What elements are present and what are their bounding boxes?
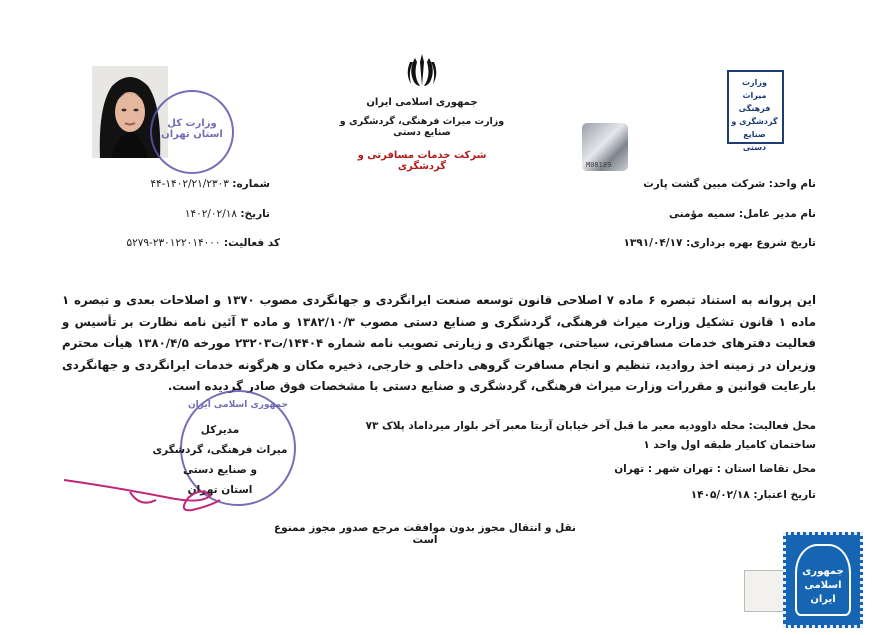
revenue-stamp bbox=[783, 532, 863, 628]
header-republic: جمهوری اسلامی ایران bbox=[366, 97, 478, 108]
header-ministry: وزارت میراث فرهنگی، گردشگری و صنایع دستی bbox=[339, 116, 505, 138]
ministry-logo bbox=[727, 70, 784, 152]
signature-stamp-text: جمهوری اسلامی ایران bbox=[187, 400, 289, 410]
ministry-logo-text: وزارت میراث فرهنگی گردشگری و صنایع دستی bbox=[731, 78, 778, 152]
manager-name: نام مدیر عامل: سمیه مؤمنی bbox=[669, 208, 816, 220]
number-label: شماره: bbox=[232, 178, 270, 190]
revenue-stamp-text: جمهوری اسلامی ایران bbox=[802, 566, 844, 605]
signature-line2: میراث فرهنگی، گردشگری و صنایع دستی bbox=[152, 444, 288, 476]
validity-date: تاریخ اعتبار: ۱۴۰۵/۰۲/۱۸ bbox=[690, 489, 816, 501]
number-row bbox=[130, 178, 270, 190]
unit-name: نام واحد: شرکت مبین گشت پارت bbox=[643, 178, 816, 190]
activity-address: محل فعالیت: محله داوودیه معبر ما قبل آخر خیابان آزیتا معبر آخر بلوار میرداماد پلاک ۷۳ ساختمان کامیار طبقه اول واحد ۱ bbox=[365, 420, 816, 451]
iran-emblem-icon bbox=[405, 52, 439, 90]
license-body-text: این پروانه به استناد تبصره ۶ ماده ۷ اصلاحی قانون توسعه صنعت ایرانگردی و جهانگردی مصوب ۱۳۷۰ و اصلاحات بعدی و تبصره ۱ ماده ۱ قانون تشکیل وزارت میراث فرهنگی، گردشگری و صنایع دستی مصوب ۱۳۸۲/۱۰/۳ و ماده ۳ آئین نامه نظارت بر تأسیس و فعالیت دفترهای خدمات مسافرتی، سیاحتی، جهانگردی و زیارتی تصویب نامه شماره ۱۴۴۰۴/ت۲۳۲۰۳ مورخه ۱۳۸۰/۴/۵ هیأت محترم وزیران در زمینه اخذ روادید، تنظیم و انجام مسافرت گروهی داخلی و خارجی، ذخیره مکان و هرگونه خدمات ایرانگردی و جهانگردی بارعایت قوانین و مقررات وزارت میراث فرهنگی، گردشگری و صنایع دستی با مشخصات فوق صادر گردیده است. bbox=[62, 293, 817, 393]
hologram-code: M08189 bbox=[586, 161, 612, 169]
activity-code-row bbox=[100, 237, 280, 249]
date-label: تاریخ: bbox=[240, 208, 270, 220]
signature-line1: مدیرکل bbox=[200, 424, 240, 436]
license-type: شرکت خدمات مسافرتی و گردشگری bbox=[357, 150, 487, 172]
office-stamp-text: وزارت کل استان تهران bbox=[161, 118, 223, 140]
signature-line3: استان تهران bbox=[187, 484, 253, 496]
handwritten-signature bbox=[60, 470, 230, 520]
date-value: ۱۴۰۲/۰۲/۱۸ bbox=[184, 208, 238, 220]
start-date: تاریخ شروع بهره برداری: ۱۳۹۱/۰۴/۱۷ bbox=[623, 237, 816, 249]
date-row bbox=[150, 208, 270, 220]
office-stamp bbox=[150, 90, 234, 174]
hologram-sticker bbox=[582, 123, 628, 171]
activity-code-value: ۲۳۰۱۲۲۰۱۴۰۰۰-۵۲۷۹ bbox=[126, 237, 221, 249]
request-place: محل تقاضا استان : تهران شهر : تهران bbox=[614, 463, 816, 475]
transfer-note: نقل و انتقال مجوز بدون موافقت مرجع صدور مجوز ممنوع است bbox=[274, 522, 576, 546]
number-value: ۱۴۰۲/۲۱/۲۳۰۳-۴۴ bbox=[150, 178, 229, 190]
activity-code-label: کد فعالیت: bbox=[223, 237, 280, 249]
